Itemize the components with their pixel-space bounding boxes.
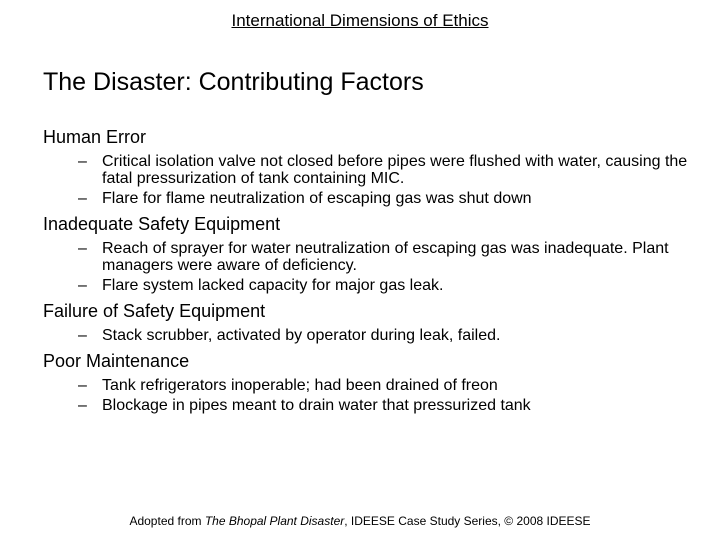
bullet-text: Tank refrigerators inoperable; had been drained of freon: [102, 377, 498, 394]
section-heading: Failure of Safety Equipment: [43, 301, 266, 321]
dash-marker: –: [78, 190, 87, 207]
dash-marker: –: [78, 327, 87, 344]
dash-marker: –: [78, 153, 87, 170]
section-poor-maintenance: [43, 351, 703, 414]
bullet-list: [43, 240, 703, 294]
section-heading: Inadequate Safety Equipment: [43, 214, 281, 234]
bullet-list: [43, 327, 703, 344]
section-human-error: [43, 127, 703, 207]
source-citation: [0, 514, 720, 528]
list-item: [78, 327, 703, 344]
bullet-list: [43, 377, 703, 414]
list-item: [78, 240, 703, 274]
factor-sections: [43, 127, 703, 421]
section-inadequate-safety-equipment: [43, 214, 703, 294]
bullet-text: Critical isolation valve not closed before pipes were flushed with water, causing the fatal pressurization of tank containing MIC.: [102, 153, 688, 187]
bullet-text: Flare for flame neutralization of escaping gas was shut down: [102, 190, 532, 207]
citation-prefix: Adopted from: [129, 514, 205, 528]
bullet-text: Reach of sprayer for water neutralization of escaping gas was inadequate. Plant managers were aware of deficiency.: [102, 240, 669, 274]
bullet-text: Blockage in pipes meant to drain water that pressurized tank: [102, 397, 531, 414]
section-heading: Poor Maintenance: [43, 351, 190, 371]
bullet-text: Stack scrubber, activated by operator during leak, failed.: [102, 327, 501, 344]
list-item: [78, 190, 703, 207]
list-item: [78, 377, 703, 394]
section-heading: Human Error: [43, 127, 147, 147]
slide-title: The Disaster: Contributing Factors: [43, 68, 424, 96]
slide-header: International Dimensions of Ethics: [231, 11, 489, 30]
dash-marker: –: [78, 277, 87, 294]
list-item: [78, 277, 703, 294]
bullet-text: Flare system lacked capacity for major gas leak.: [102, 277, 444, 294]
list-item: [78, 397, 703, 414]
dash-marker: –: [78, 240, 87, 257]
citation-suffix: , IDEESE Case Study Series, © 2008 IDEESE: [344, 514, 591, 528]
dash-marker: –: [78, 397, 87, 414]
bullet-list: [43, 153, 703, 207]
list-item: [78, 153, 703, 187]
section-failure-of-safety-equipment: [43, 301, 703, 344]
dash-marker: –: [78, 377, 87, 394]
citation-source-title: The Bhopal Plant Disaster: [204, 514, 345, 528]
